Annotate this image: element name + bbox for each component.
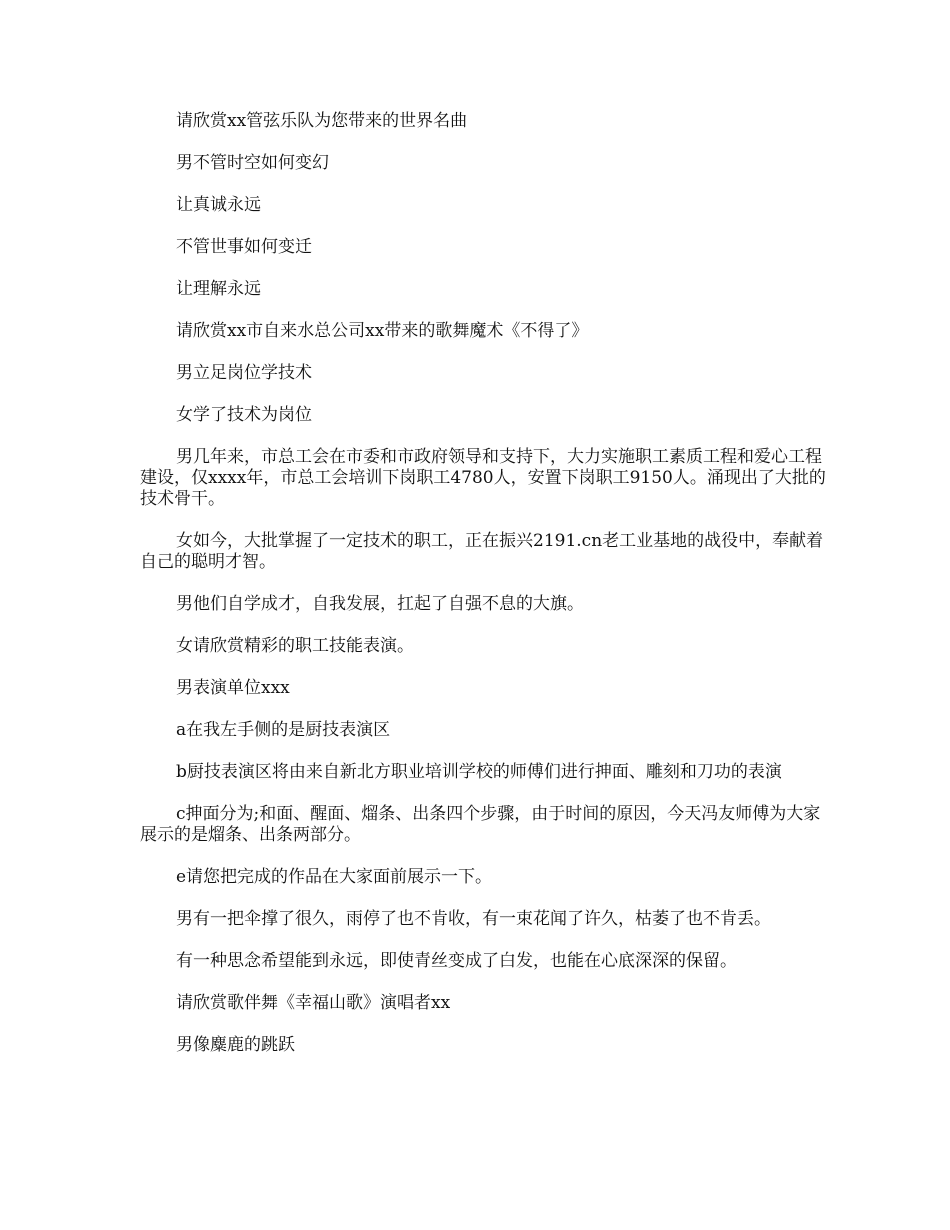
paragraph: 女如今，大批掌握了一定技术的职工，正在振兴2191.cn老工业基地的战役中，奉献着自己的聪明才智。: [140, 531, 824, 572]
paragraph: 请欣赏歌伴舞《幸福山歌》演唱者xx: [176, 993, 451, 1013]
paragraph: 男几年来，市总工会在市委和市政府领导和支持下，大力实施职工素质工程和爱心工程建设，仅xxxx年，市总工会培训下岗职工4780人，安置下岗职工9150人。涌现出了大批的技术骨干。: [140, 447, 826, 509]
paragraph: b厨技表演区将由来自新北方职业培训学校的师傅们进行抻面、雕刻和刀功的表演: [176, 762, 782, 782]
paragraph: 让真诚永远: [176, 195, 261, 215]
paragraph: 男不管时空如何变幻: [176, 153, 329, 173]
paragraph: 男立足岗位学技术: [176, 363, 312, 383]
paragraph: 有一种思念希望能到永远，即使青丝变成了白发，也能在心底深深的保留。: [176, 951, 737, 971]
paragraph: 男像麋鹿的跳跃: [176, 1035, 295, 1055]
paragraph: 男有一把伞撑了很久，雨停了也不肯收，有一束花闻了许久，枯萎了也不肯丢。: [176, 909, 771, 929]
paragraph: 不管世事如何变迁: [176, 237, 312, 257]
paragraph: 男表演单位xxx: [176, 678, 290, 698]
paragraph: 让理解永远: [176, 279, 261, 299]
paragraph: e请您把完成的作品在大家面前展示一下。: [176, 867, 493, 887]
paragraph: 男他们自学成才，自我发展，扛起了自强不息的大旗。: [176, 594, 584, 614]
paragraph: 请欣赏xx管弦乐队为您带来的世界名曲: [176, 111, 468, 131]
document-body: [140, 111, 828, 1077]
paragraph: 女请欣赏精彩的职工技能表演。: [176, 636, 414, 656]
paragraph: c抻面分为;和面、醒面、熘条、出条四个步骤，由于时间的原因，今天冯友师傅为大家展示的是熘条、出条两部分。: [140, 804, 821, 845]
paragraph: 请欣赏xx市自来水总公司xx带来的歌舞魔术《不得了》: [176, 321, 589, 341]
paragraph: a在我左手侧的是厨技表演区: [176, 720, 391, 740]
paragraph: 女学了技术为岗位: [176, 405, 312, 425]
